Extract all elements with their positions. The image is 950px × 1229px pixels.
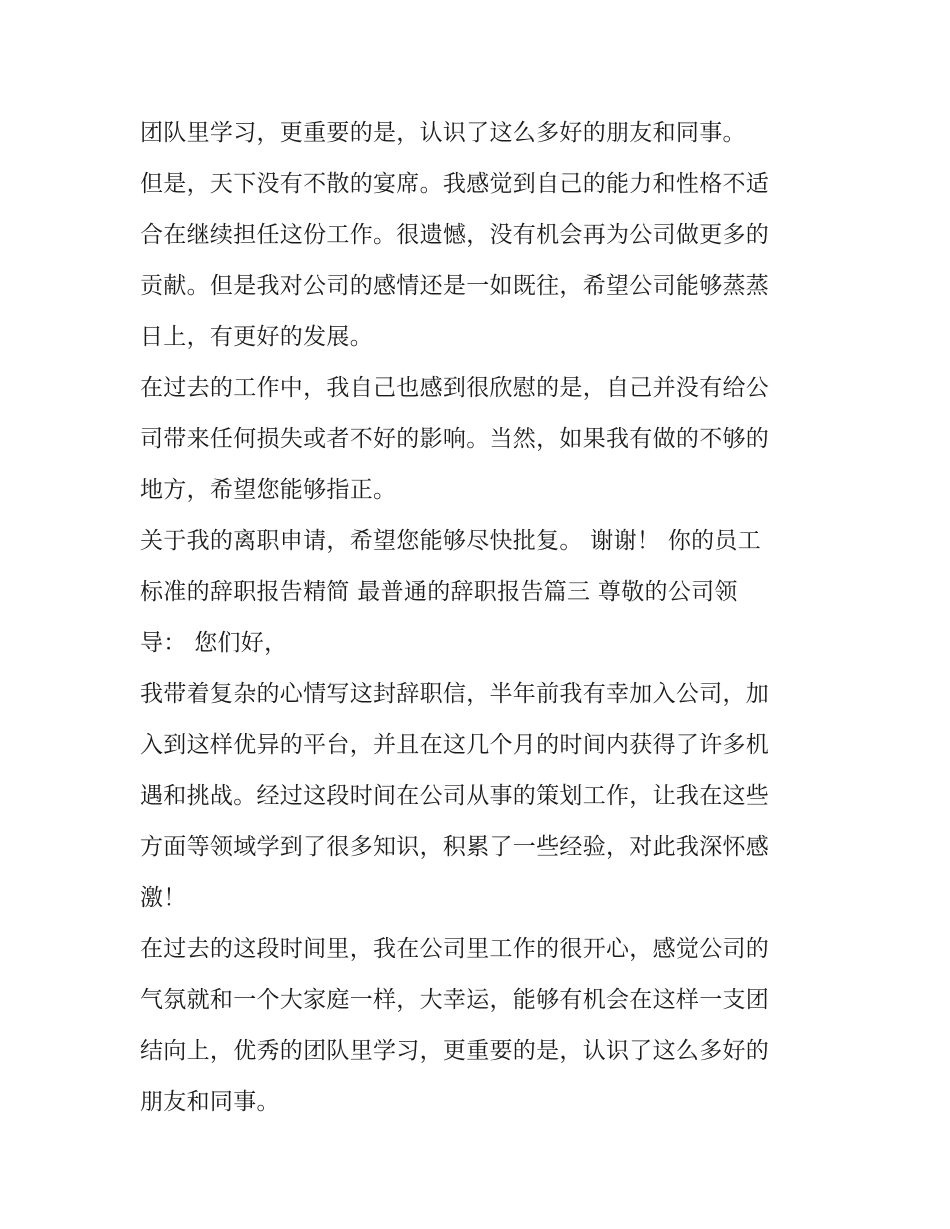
text-line: 日上，有更好的发展。 — [140, 324, 373, 350]
text-line: 团队里学习，更重要的是，认识了这么多好的朋友和同事。 — [140, 120, 746, 146]
text-line: 气氛就和一个大家庭一样，大幸运，能够有机会在这样一支团 — [140, 987, 770, 1013]
text-line: 我带着复杂的心情写这封辞职信，半年前我有幸加入公司，加 — [140, 681, 770, 707]
text-line: 朋友和同事。 — [140, 1089, 280, 1115]
text-line: 在过去的这段时间里，我在公司里工作的很开心，感觉公司的 — [140, 936, 770, 962]
document-body — [140, 108, 820, 1128]
text-line: 关于我的离职申请，希望您能够尽快批复。 谢谢！ 你的员工 — [140, 528, 762, 554]
text-line: 但是，天下没有不散的宴席。我感觉到自己的能力和性格不适 — [140, 171, 770, 197]
text-line: 入到这样优异的平台，并且在这几个月的时间内获得了许多机 — [140, 732, 770, 758]
text-line: 在过去的工作中，我自己也感到很欣慰的是，自己并没有给公 — [140, 375, 770, 401]
text-line: 结向上，优秀的团队里学习，更重要的是，认识了这么多好的 — [140, 1038, 770, 1064]
text-line: 贡献。但是我对公司的感情还是一如既往，希望公司能够蒸蒸 — [140, 273, 770, 299]
text-line: 导： 您们好， — [140, 630, 288, 656]
text-line: 司带来任何损失或者不好的影响。当然，如果我有做的不够的 — [140, 426, 770, 452]
text-line: 标准的辞职报告精简 最普通的辞职报告篇三 尊敬的公司领 — [140, 579, 738, 605]
text-line: 合在继续担任这份工作。很遗憾，没有机会再为公司做更多的 — [140, 222, 770, 248]
text-line: 方面等领域学到了很多知识，积累了一些经验，对此我深怀感 — [140, 834, 770, 860]
text-line: 激！ — [140, 885, 187, 911]
text-line: 遇和挑战。经过这段时间在公司从事的策划工作，让我在这些 — [140, 783, 770, 809]
text-line: 地方，希望您能够指正。 — [140, 477, 397, 503]
